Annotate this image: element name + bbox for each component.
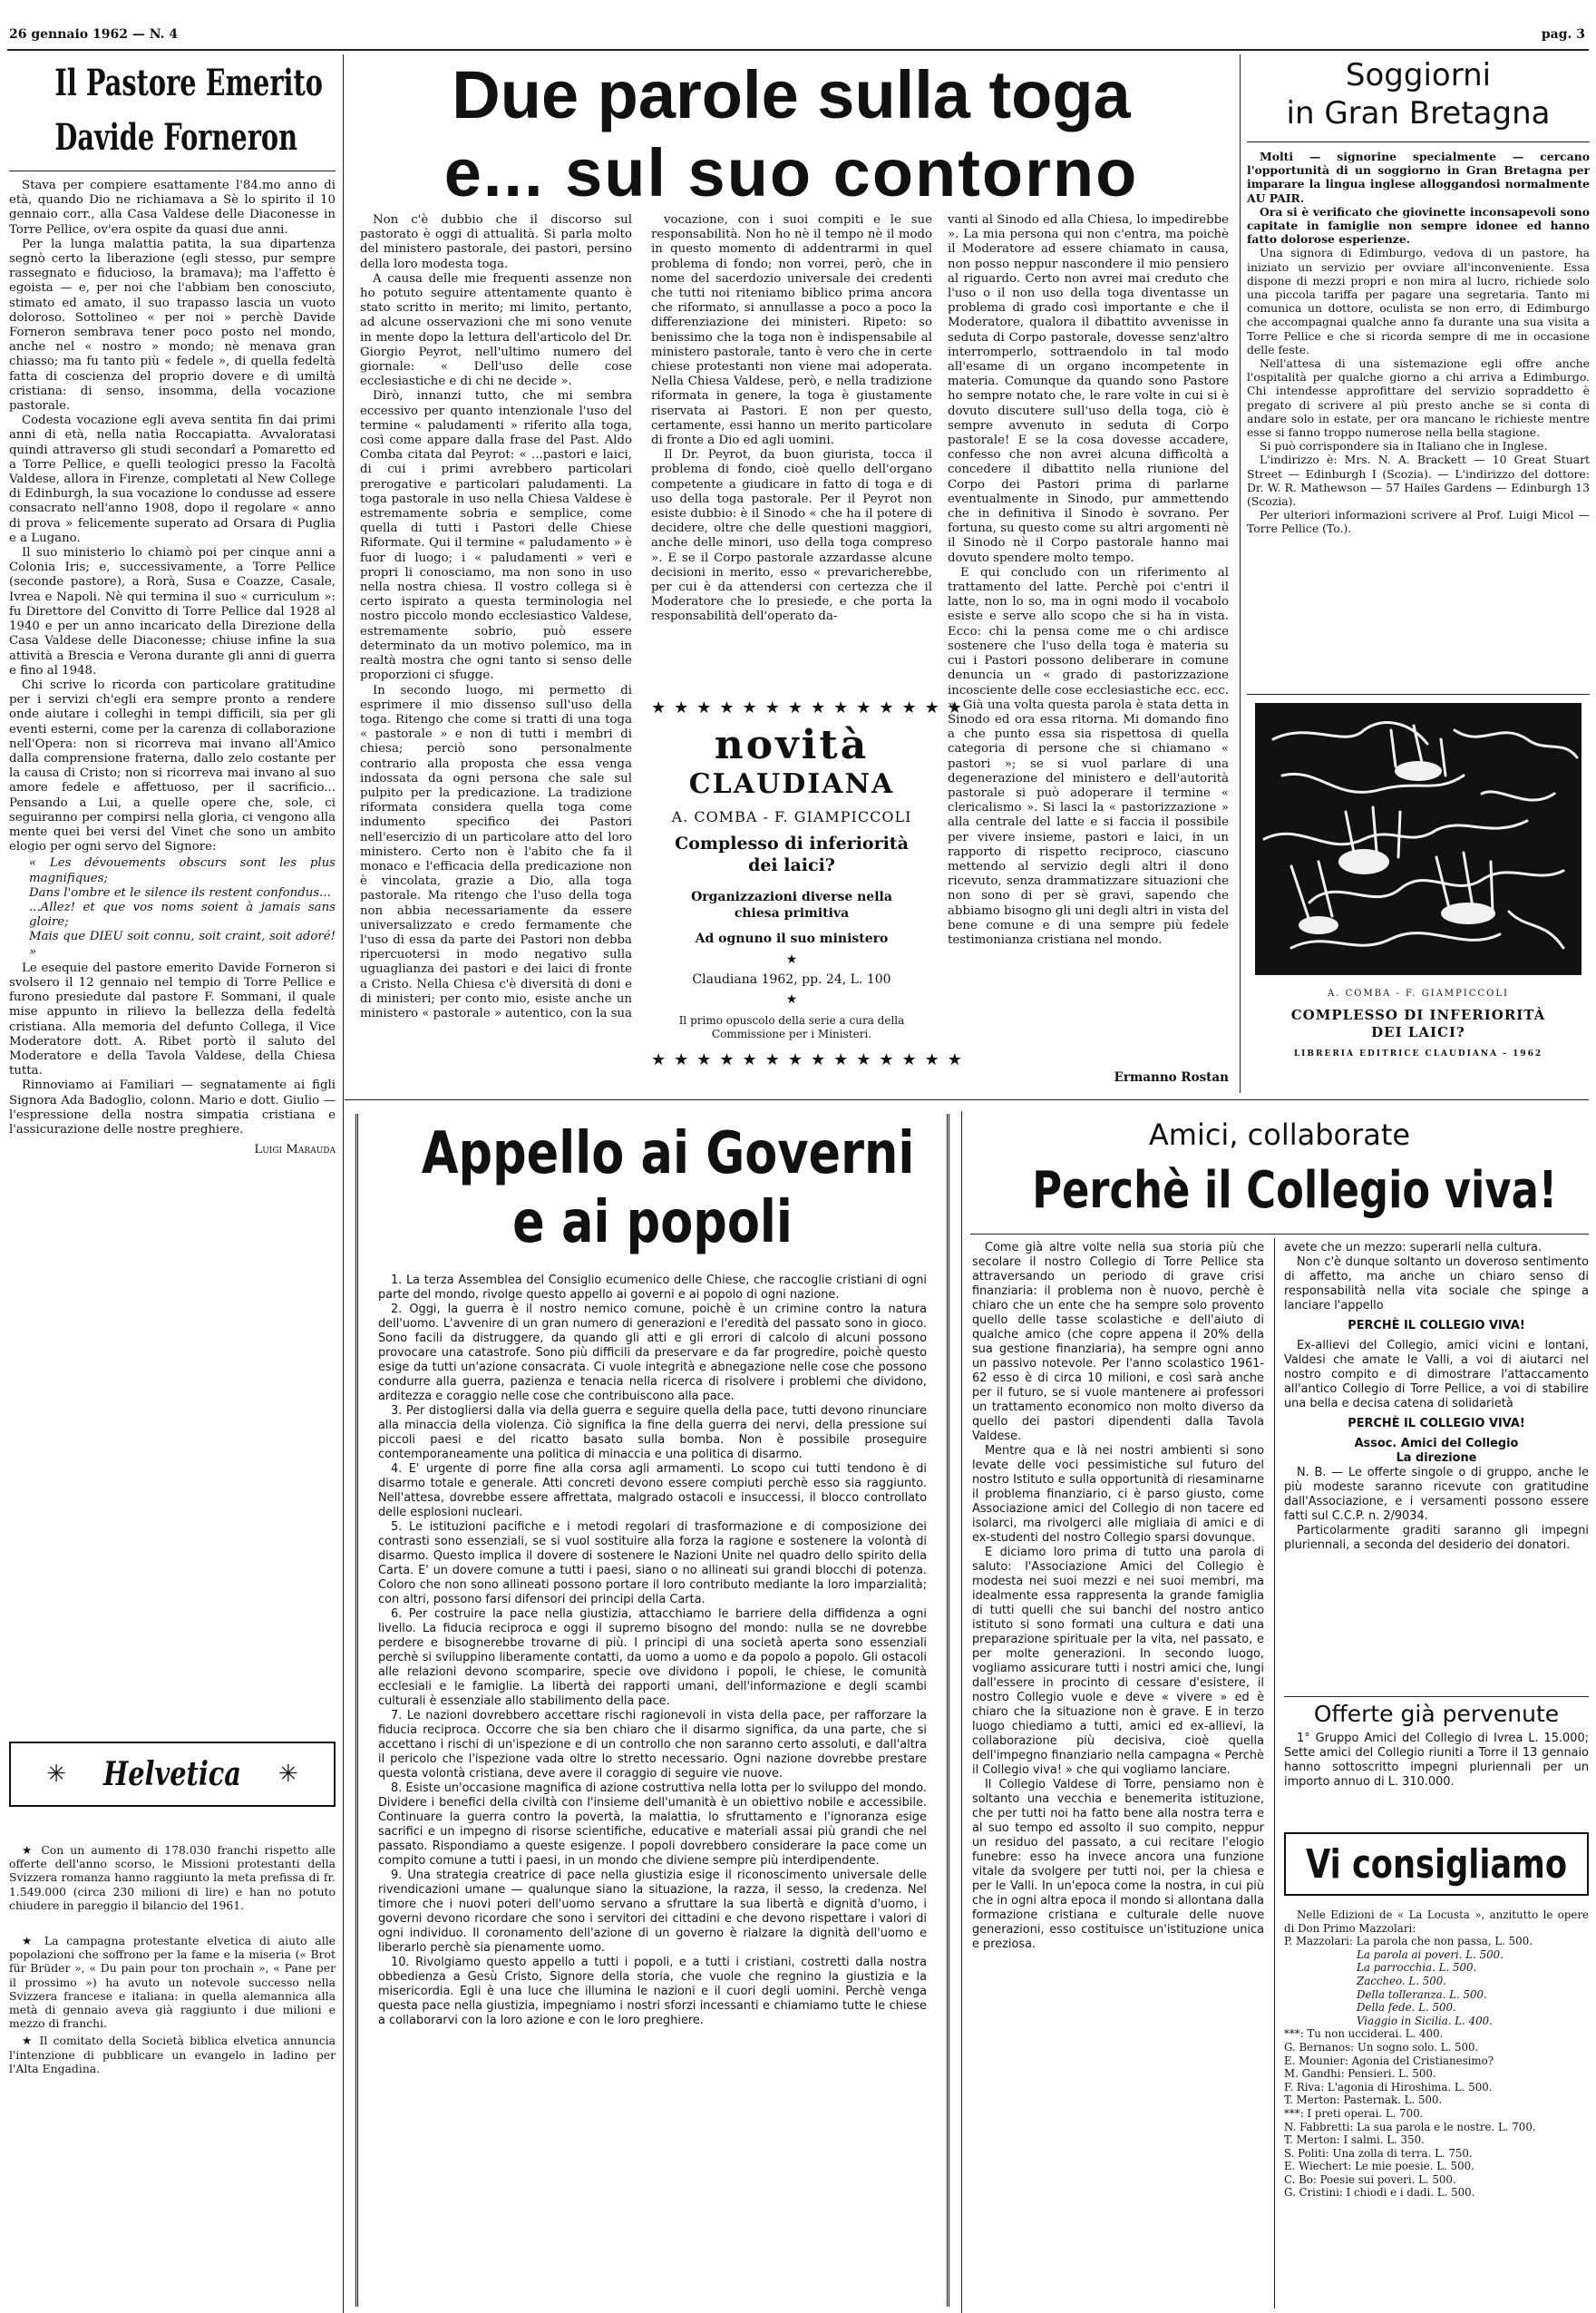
consigliamo-title: Vi consigliamo [1306,1840,1568,1888]
ad-title-1: COMPLESSO DI INFERIORITÀ [1290,1007,1546,1023]
paragraph: avete che un mezzo: superarli nella cultura. [1284,1241,1542,1254]
paragraph: Particolarmente graditi saranno gli impegni pluriennali, a seconda del desiderio dei donatori. [1284,1524,1589,1552]
paragraph: Il Collegio Valdese di Torre, pensiamo non è soltanto una vecchia e benemerita istituzione, che per tutti noi ha fatto bene alla nostra terra e al suo tempo ed assolto il suo compito, neppur un residuo del passato, a cui recitare l'elogio funebre: esso ha invece ancora una funzione vitale da svolgere per tutti noi, per la chiesa e per le Valli. In un'epoca come la nostra, in cui più che in ogni altra epoca il mondo si allontana dalla formazione cristiana e culturale delle nuove generazioni, esso costituisce un'istituzione unica e preziosa. [972,1778,1264,1951]
news-item [9,2034,336,2075]
soggiorni-article [1247,56,1590,676]
news-item [9,1843,336,1912]
paragraph: Non c'è dunque soltanto un doveroso sentimento di affetto, ma anche un chiaro senso di responsabilità nella vita sociale che spinge a lanciare l'appello [1284,1255,1589,1313]
paragraph: L'indirizzo è: Mrs. N. A. Brackett — 10 Great Stuart Street — Edinburgh I (Scozia). — L'indirizzo del dottore: Dr. W. R. Mathewson — 57 Hailes Gardens — Edinburgh 13 (Scozia). [1247,453,1590,509]
book-item: T. Merton: I salmi. L. 350. [1284,2133,1425,2147]
paragraph: Una signora di Edimburgo, vedova di un pastore, ha iniziato un servizio per ovviare all'inconveniente. Essa dispone di mezzi propri e non mira al lucro, richiede solo una piccola tariffa per pagare una segretaria. Tanto mi comunica un dottore, oculista se non erro, di Edimburgo che accompagnai qualche anno fa durante una sua visita a Torre Pellice e che si ricorda sempre di me in occasione delle feste. [1247,246,1590,356]
appeal-item: 5. Le istituzioni pacifiche e i metodi regolari di trasformazione e di composizione dei contrasti sono essenziali, se si vuol sostituire alla forza la ragione e sostenere la volontà di disarmo. Questo implica il dovere di sostenere le Nazioni Unite nel quadro dello spirito della Carta. E' un dovere comune a tutti i paesi, siano o no allineati sui grandi blocchi di potenza. Coloro che non sono allineati possono portare il loro contributo mediante la loro imparzialità; con altri, possono farsi difensori dei principi della Carta. [378,1520,927,1606]
collegio-slogan: PERCHÈ IL COLLEGIO VIVA! [1348,1417,1525,1430]
star-divider: ★★★★★★★★★★★★★★ [651,1050,970,1069]
hands-artwork [1255,703,1581,975]
paragraph: Rinnoviamo ai Familiari — segnatamente ai figli Signora Ada Badoglio, colonn. Mario e dott. Giulio — l'espressione della nostra simpatia cristiana e l'assicurazione delle nostre preghiere. [9,1078,336,1137]
appello-title-line2: e ai popoli [512,1189,793,1256]
paragraph: E diciamo loro prima di tutto una parola di saluto: l'Associazione Amici del Collegio è modesta nei suoi mezzi e nei suoi membri, ma idealmente essa rappresenta la grande famiglia di tutti quelli che sui banchi del nostro antico istituto si sono formati una cultura e dati una preparazione spirituale per la vita, nel passato, e per molte generazioni. In secondo luogo, vogliamo assicurare tutti i nostri amici che, lungi dall'essere in procinto di cessare d'esistere, il nostro Collegio vuole e deve « vivere » ed è chiaro che la situazione non è grave. E in terzo luogo chiediamo a tutti, amici ed ex-allievi, la collaborazione più decisiva, cioè quella dell'impegno finanziario nella campagna « Perchè il Collegio viva! » che qui vogliamo lanciare. [972,1546,1264,1777]
book-item: E. Wiechert: Le mie poesie. L. 500. [1284,2160,1474,2173]
collegio-signoff: Assoc. Amici del Collegio [1354,1437,1519,1450]
poem-line: « Les dévouements obscurs sont les plus magnifiques; [29,856,336,885]
paragraph: Per ulteriori informazioni scrivere al Prof. Luigi Micol — Torre Pellice (To.). [1247,508,1590,536]
poem-line: Mais que DIEU soit connu, soit craint, soit adoré! » [29,930,336,959]
novita-note: Il primo opuscolo della serie a cura della Commissione per i Ministeri. [678,1014,905,1040]
toga-title [349,56,1233,212]
appello-title-line1: Appello ai Governi [421,1120,915,1187]
appeal-item: 9. Una strategia creatrice di pace nella giustizia esige il riconoscimento universale delle rivendicazioni umane — qualunque siano la situazione, la razza, il sesso, la credenza. Nel timore che i nuovi poteri dell'uomo servano a sfruttare la sua libertà e dignità d'uomo, i governi devono ricordare che sono i servitori dei cittadini e che devono rispettare i valori di ogni individuo. Il coronamento dell'azione di un governo è rialzare la dignità dell'uomo e liberarlo perchè sia pienamente uomo. [378,1869,927,1955]
consigliamo-section [1284,1832,1589,2298]
star-icon: ★ [785,992,798,1007]
book-item: T. Merton: Pasternak. L. 500. [1284,2093,1443,2107]
consigliamo-title-box [1284,1832,1589,1896]
pastore-signature: Luigi Marauda [254,1143,336,1157]
appeal-item: 7. Le nazioni dovrebbero accettare rischi ragionevoli in vista della pace, per rafforzare la fiducia reciproca. Occorre che sia ben chiaro che il disarmo significa, da una parte, che si accettano i rischi di un'ispezione e di un controllo che non saranno certo assoluti, e dall'altra il pericolo che l'ispezione vada oltre lo stretto necessario. Ogni nazione dovrebbe prestare questa volontà cristiana, deve avere il coraggio di seguire vie nuove. [378,1709,927,1781]
column-rule [1240,54,1241,1093]
section-rule [345,1099,1589,1100]
paragraph: Ora si è verificato che giovinette inconsapevoli sono capitate in famiglie non sempre idonee ed hanno fatto dolorose esperienze. [1247,204,1590,247]
paragraph: Stava per compiere esattamente l'84.mo anno di età, quando Dio ne richiamava a Sè lo spirito il 10 gennaio corr., alla Casa Valdese delle Diaconesse in Torre Pellice, ov'era ospite da quasi due anni. [9,179,336,237]
consigliamo-body [1284,1908,1589,2298]
appello-body [371,1274,934,2289]
paragraph: Il suo ministerio lo chiamò poi per cinque anni a Colonia Iris; e, successivamente, a Torre Pellice (seconde pastore), a Rorà, Susa e Coazze, Casale, Ivrea e Napoli. Nè qui termina il suo « curriculum »: fu Direttore del Convitto di Torre Pellice dal 1928 al 1940 e per un anno incaricato della Direzione della Casa Valdese delle Diaconesse; chiuse infine la sua attività a Brescia e Verona durante gli anni di guerra e fino al 1948. [9,546,336,678]
soggiorni-title-line1: Soggiorni [1345,57,1492,93]
collegio-rule [970,1234,1589,1235]
novita-box [651,698,970,1093]
paragraph: A causa delle mie frequenti assenze non ho potuto seguire attentamente quanto è stato scritto in merito; mi limito, pertanto, ad alcune osservazioni che mi sono venute in mente dopo la lettura dell'articolo del Dr. Giorgio Peyrot, nell'ultimo numero del giornale: « Dell'uso delle cose ecclesiastiche e di chi ne decide ». [360,271,632,389]
toga-col-2 [651,213,932,694]
collegio-title: Perchè il Collegio viva! [1032,1161,1558,1220]
book-item: G. Bernanos: Un sogno solo. L. 500. [1284,2040,1479,2054]
helvetica-title: Helvetica [103,1755,241,1793]
book-item: C. Bo: Poesie sui poveri. L. 500. [1284,2172,1456,2186]
toga-title-line2: e... sul suo contorno [443,135,1139,210]
soggiorni-title-line2: in Gran Bretagna [1286,95,1551,132]
news-item-text: Con un aumento di 178.030 franchi rispetto alle offerte dell'anno scorso, le Missioni protestanti della Svizzera romanza hanno raggiunto la meta prefissa di fr. 1.549.000 (circa 230 milioni di lire) e han no potuto chiudere in pareggio il bilancio del 1961. [9,1843,336,1912]
offerte-section [1284,1696,1589,1822]
offerte-rule [1284,1696,1589,1697]
helvetica-body [9,1843,336,2313]
paragraph: Nell'attesa di una sistemazione egli offre anche l'ospitalità per qualche giorno a chi arriva a Edimburgo. Chi intendesse approfittare del servizio sopraddetto è pregato di scrivere al più presto anche se si conta di andare solo in estate, per ora mancano le richieste mentre esse si fanno troppo numerose nella bella stagione. [1247,356,1590,440]
novita-subtitle2: Ad ognuno il suo ministero [695,932,889,946]
asterisk-icon: ✳ [277,1761,298,1788]
column-rule [1274,1238,1275,2308]
pastore-title-line2: Davide Forneron [54,116,298,159]
book-item: ***: Tu non ucciderai. L. 400. [1284,2027,1444,2041]
toga-col-3 [948,213,1229,1070]
claudiana-title: CLAUDIANA [688,768,895,800]
issue-date: 26 gennaio 1962 — N. 4 [9,27,179,42]
book-item: P. Mazzolari: La parola che non passa, L. 500. [1284,1935,1533,1948]
paragraph: Nelle Edizioni de « La Locusta », anzitutto le opere di Don Primo Mazzolari: [1284,1908,1589,1935]
ad-authors: A. COMBA - F. GIAMPICCOLI [1328,989,1509,999]
toga-signature: Ermanno Rostan [1114,1070,1229,1085]
paragraph: 1° Gruppo Amici del Collegio di Ivrea L. 15.000; Sette amici del Collegio riuniti a Torre il 13 gennaio hanno sottoscritto impegni pluriennali per un importo annuo di L. 310.000. [1284,1732,1589,1789]
appeal-item: 1. La terza Assemblea del Consiglio ecumenico delle Chiese, che raccoglie cristiani di ogni parte del mondo, rivolge questo appello ai governi e ai popolo di ogni nazione. [378,1274,927,1302]
paragraph: Codesta vocazione egli aveva sentita fin dai primi anni di età, nella natìa Roccapiatta. Avvaloratasi quindi attraverso gli studi secondarî a Pomaretto ed a Torre Pellice, e quelli teologici presso la Facoltà Valdese, allora in Firenze, completati al New College di Edinburgh, la sua vocazione lo condusse ad essere consacrato nell'anno 1908, dopo il regolare « anno di prova » felicemente superato ad Orsara di Puglia e a Lugano. [9,414,336,545]
book-item: M. Gandhi: Pensieri. L. 500. [1284,2067,1436,2081]
star-icon: ★ [22,2034,40,2048]
collegio-signoff: La direzione [1396,1451,1477,1465]
appeal-item: 10. Rivolgiamo questo appello a tutti i popoli, e a tutti i cristiani, costretti dalla nostra obbedienza a Gesù Cristo, Signore della storia, che vuole che regnino la giustizia e la misericordia. Egli è una luce che illumina le nazioni e il cuori degli uomini. Perchè venga questa pace nella giustizia, impegniamo i nostri sforzi incessanti e chiamiamo tutte le chiese a collaborarvi con la loro azione e con le loro preghiere. [378,1956,927,2027]
book-item: ***: I preti operai. L. 700. [1284,2106,1424,2120]
appeal-item: 8. Esiste un'occasione magnifica di azione costruttiva nella lotta per lo sviluppo del mondo. Dividere i benefici della civiltà con l'insieme dell'umanità è un obiettivo nobile e accessibile. Continuare la guerra contro la povertà, la malattia, lo sfruttamento e l'ignoranza esige sacrifici e un impegno di risorse scientifiche, educative e materiali assai più grandi che nel passato. Rispondiamo a queste esigenze. I popoli dovrebbero considerare la pace come un compito comune a tutti i paesi, in un mondo che diviene sempre più interdipendente. [378,1781,927,1868]
paragraph: Le esequie del pastore emerito Davide Forneron si svolsero il 12 gennaio nel tempio di Torre Pellice e furono presiedute dal pastore F. Sommani, il quale mise appunto in rilievo la bellezza della fedeltà cristiana. Alla memoria del defunto Collega, il Vice Moderatore dott. A. Ribet portò il saluto del Moderatore e della Tavola Valdese, della Chiesa tutta. [9,961,336,1078]
book-item: Della tolleranza. L. 500. [1357,1987,1487,2001]
appeal-item: 2. Oggi, la guerra è il nostro nemico comune, poichè è un crimine contro la natura dell'uomo. L'avvenire di un gran numero di generazioni e l'eredità del passato sono in gioco. Sono facili da distruggere, da quando gli atti e gli errori di calcolo di alcuni possono provocare una catastrofe. Sono più difficili da preservare e da far progredire, poichè questo esige da tutti un'azione consacrata. Ci vuole integrità e abnegazione nelle cose che possono condurre alla guerra, pazienza e tenacia nella ricerca di risolvere i problemi che dividono, arditezza e coraggio nelle cose che contribuiscono alla pace. [378,1303,927,1403]
novita-title: novità [714,722,870,768]
paragraph: Mentre qua e là nei nostri ambienti si sono levate delle voci pessimistiche sul futuro del nostro Istituto e sulla opportunità di riesaminarne il problema finanziario, ci è parso giusto, come Associazione amici del Collegio di non tacere ed isolarci, ma rivolgerci alle migliaia di amici e di ex-studenti del nostro Collegio sparsi dovunque. [972,1444,1264,1545]
paragraph: Molti — signorine specialmente — cercano l'opportunità di un soggiorno in Gran Bretagna per imparare la lingua inglese alloggandosi normalmente AU PAIR. [1247,150,1590,205]
toga-title-line1: Due parole sulla toga [452,57,1131,132]
book-item: La parola ai poveri. L. 500. [1357,1947,1504,1961]
poem-line: ...Allez! et que vos noms soient à jamais sans gloire; [29,900,336,930]
toga-col-1 [360,213,632,1088]
book-item: S. Politi: Una zolla di terra. L. 750. [1284,2146,1473,2160]
news-item-text: Il comitato della Società biblica elvetica annuncia l'intenzione di pubblicare un evangelo in ladino per l'Alta Engadina. [9,2034,336,2075]
appello-article [355,1114,949,2307]
book-item: Della fede. L. 500. [1357,2001,1456,2015]
book-item: La parrocchia. L. 500. [1357,1961,1477,1975]
collegio-col-2 [1284,1241,1589,1694]
appeal-item: 3. Per distogliersi dalla via della guerra e seguire quella della pace, tutti devono rinunciare alla minaccia della violenza. Ciò significa la fine della guerra dei nervi, della pressione sui piccoli paesi e del ricatto basato sulla bomba. Non è possibile proseguire contemporaneamente una politica di minaccia e una politica di disarmo. [378,1404,927,1461]
page-number: pag. 3 [1541,27,1585,42]
paragraph: Dirò, innanzi tutto, che mi sembra eccessivo per quanto intenzionale l'uso del termine « paludamenti » riferito alla toga, così come appare dalla frase del Past. Aldo Comba citata dal Peyrot: « ...pastori e laici, di cui i primi avrebbero particolari prerogative e particolari paludamenti. La toga pastorale in uso nella Chiesa Valdese è estremamente sobria e semplice, come quella di tutti i Pastori delle Chiese Riformate. Qui il termine « paludamento » è fuor di luogo; i « paludamenti » veri e propri li conosciamo, ma non sono in uso nella nostra chiesa. Il vostro collega si è certo ispirato a questa terminologia nel nostro piccolo mondo ecclesiastico Valdese, estremamente sobrio, può essere determinato da un motivo polemico, ma in realtà mostra che ogni tanto si senso delle proporzioni ci sfugge. [360,389,632,683]
paragraph: Chi scrive lo ricorda con particolare gratitudine per i servizi ch'egli era sempre pronto a rendere onde aiutare i colleghi in tempi difficili, sia per gli eventi esterni, come per la carenza di collaborazione nell'Opera: non si ricorreva mai invano all'Amico dalla comprensione fraterna, dallo zelo costante per la causa di Cristo; non si ricorreva mai invano al suo amore fedele e affettuoso, per il sacrificio... Pensando a Lui, a quelle opere che, sole, ci seguiranno per compirsi nella gloria, ci vengono alla mente quei bei versi del Vinet che sono un ambito elogio per ogni servo del Signore: [9,678,336,854]
appello-title [371,1119,934,1257]
paragraph: vocazione, con i suoi compiti e le sue responsabilità. Non ho nè il tempo nè il modo in questo momento di addentrarmi in quel problema di fondo; non vorrei, però, che in nome del sacerdozio universale dei credenti che tutti noi riteniamo biblico prima ancora che riformato, si annullasse a poco a poco la differenziazione dei ministeri. Ripeto: so benissimo che la toga non è indispensabile al ministero pastorale, tanto è vero che in certe chiese protestanti non viene mai adoperata. Nella Chiesa Valdese, però, e nella tradizione riformata in genere, la toga è giustamente riservata ai Pastori. E non per questo, certamente, essi hanno un merito particolare di fronte a Dio ed agli uomini. [651,213,932,448]
star-icon: ★ [22,1934,44,1948]
ad-rule [1247,694,1590,695]
paragraph: In secondo luogo, mi permetto di esprimere il mio dissenso sull'uso della toga. Ritengo che come si tratti di una toga « pastorale » e non di tutti i membri di chiesa; perciò sono personalmente contrario alla proposta che essa venga indossata da ogni persona che sale sul pulpito per la predicazione. La tradizione riformata considera quella toga come indumento specifico dei Pastori nell'esercizio di un particolare atto del loro ministero. Certo non è l'abito che fa il monaco e l'efficacia della predicazione non è vincolata, grazie a Dio, alla toga pastorale. Ma ritengo che l'uso della toga non abbia necessariamente da essere universalizzato e credo fermamente che l'uso di essa da parte dei Pastori non debba ripercuotersi in modo negativo sulla uguaglianza dei pastori e dei laici di fronte a Cristo. Nella Chiesa c'è diversità di doni e di ministeri; per conto mio, esiste anche un ministero « pastorale » autentico, con la sua [360,683,632,1020]
book-item: Viaggio in Sicilia. L. 400. [1357,2014,1493,2027]
book-item: E. Mounier: Agonia del Cristianesimo? [1284,2054,1494,2067]
poem-line: Dans l'ombre et le silence ils restent confondus... [29,885,331,900]
book-item: N. Fabbretti: La sua parola e le nostre. L. 700. [1284,2120,1536,2133]
paragraph: Si può corrispondere sia in Italiano che in Inglese. [1260,439,1548,454]
helvetica-section [9,1742,336,2313]
header-rule [7,49,1589,51]
pastore-title-line1: Il Pastore Emerito [54,62,324,104]
star-icon: ★ [22,1843,42,1857]
column-rule [343,54,344,2313]
book-item: F. Riva: L'agonia di Hiroshima. L. 500. [1284,2080,1493,2093]
paragraph: E qui concludo con un riferimento al trattamento del latte. Perchè poi c'entri il latte, non lo so, ma in ogni modo il vocabolo esiste e serve allo scopo che si ha in vista. Ecco: chi la pensa come me o chi ardisce sostenere che l'uso della toga è materia su cui i Pastori possono deliberare in comune denuncia un « grado di pastorizzazione incosciente delle cose ecclesiastiche ecc. ecc. ». Già una volta questa parola è stata detta in Sinodo ed ora essa ritorna. Mi domando fino a che punto essa sia rispettosa di quella categoria di persone che si chiamano « pastori »; se si vuol parlare di una degenerazione del ministero e dell'autorità pastorale si può adoperare il termine « clericalismo ». Si lasci la « pastorizzazione » alla centrale del latte e si faccia il possibile per vivere insieme, pastori e laici, in un rapporto di rispetto reciproco, ciascuno mettendo al servizio degli altri il dono ricevuto, senza drammatizzare situazioni che non sono di per sè gravi, sapendo che abbiamo bisogno gli uni degli altri in vista del bene comune e di una sempre più fedele testimonianza cristiana nel mondo. [948,565,1229,947]
paragraph: Ex-allievi del Collegio, amici vicini e lontani, Valdesi che amate le Valli, a voi di aiutarci nel nostro compito e di dimostrare l'attaccamento all'antico Collegio di Torre Pellice, a voi di stabilire una bella e decisa catena di solidarietà [1284,1339,1589,1410]
asterisk-icon: ✳ [46,1761,67,1788]
novita-pub: Claudiana 1962, pp. 24, L. 100 [692,972,891,987]
paragraph: Per la lunga malattia patita, la sua dipartenza segnò certo la liberazione (egli stesso, pur sempre rassegnato e fiducioso, la bramava); ma l'affetto è egoista — e, per noi che l'abbiam ben conosciuto, stimato ed amato, il suo trapasso lascia un vuoto doloroso. Sottolineo « per noi » perchè Davide Forneron sembrava tener poco posto nel mondo, anche nel « nostro » mondo; nè menava gran chiasso; ma fu tanto più « fedele », di quella fedeltà fatta di coscienza del proprio dovere e di umiltà cristiana: di senso, insomma, della vocazione pastorale. [9,237,336,414]
ad-title-2: DEI LAICI? [1371,1024,1465,1040]
poem [9,856,336,959]
pastore-article [9,56,336,1657]
novita-authors: A. COMBA - F. GIAMPICCOLI [671,808,912,825]
ad-publisher: LIBRERIA EDITRICE CLAUDIANA - 1962 [1293,1049,1543,1059]
paragraph: N. B. — Le offerte singole o di gruppo, anche le più modeste saranno ricevute con gratitudine dall'Associazione, e i versamenti possono essere fatti sul C.C.P. n. 2/9034. [1284,1466,1589,1523]
book-item: G. Cristini: I chiodi e i dadi. L. 500. [1284,2186,1475,2200]
pastore-body [9,179,336,1657]
appeal-item: 4. E' urgente di porre fine alla corsa agli armamenti. Lo scopo cui tutti tendono è di disarmo totale e generale. Atti concreti devono essere compiuti perchè esso sia raggiunto. Nell'attesa, dovrebbe essere affrettata, malgrado ostacoli e insuccessi, il blocco controllato delle esplosioni nucleari. [378,1462,927,1519]
news-item [9,1934,336,2030]
star-divider: ★★★★★★★★★★★★★★ [651,698,970,717]
novita-book-title: Complesso di inferiorità dei laici? [675,834,909,875]
star-icon: ★ [785,952,798,967]
column-rule [961,1111,962,2313]
paragraph: Il Dr. Peyrot, da buon giurista, tocca il problema di fondo, cioè quello dell'organo competente a giudicare in fatto di toga e di uso della toga pastorale. Per il Peyrot non esiste dubbio: è il Sinodo « che ha il potere di decidere, oltre che delle questioni maggiori, anche delle minori, uso della toga compreso ». E se il Corpo pastorale azzardasse alcune decisioni in merito, esso « prevaricherebbe, per cui è da attendersi con certezza che il Moderatore che lo presiede, e che porta la responsabilità dell'operato da- [651,448,932,624]
collegio-kicker: Amici, collaborate [1148,1117,1411,1152]
pastore-title [9,56,336,165]
offerte-body [1284,1732,1589,1822]
novita-subtitle: Organizzazioni diverse nella chiesa primitiva [691,890,892,921]
appeal-item: 6. Per costruire la pace nella giustizia, attacchiamo le barriere della diffidenza a ogni livello. La fiducia reciproca e oggi il supremo bisogno del mondo: nulla se ne dovrebbe perdere e bisognerebbe trovarne di più. I principi di una società aperta sono essenziali perchè si sviluppino liberamente contatti, da uomo a uomo e da popolo a popolo. Gli ostacoli alle relazioni devono scomparire, specie ove dividono i popoli, le chiese, le comunità ecclesiali e le famiglie. La libertà dei rapporti umani, dell'informazione e degli scambi culturali è essenziale allo stabilimento della pace. [378,1607,927,1708]
paragraph: vanti al Sinodo ed alla Chiesa, lo impedirebbe ». La mia persona qui non c'entra, ma poichè il Moderatore ad essere chiamato in causa, non posso neppur nascondere il mio pensiero al riguardo. Certo non avrei mai creduto che l'uso o il non uso della toga diventasse un problema di grado così importante e che il Moderatore, qualora il dibattito avvenisse in seduta di Corpo pastorale, dovesse senz'altro interromperlo, sottraendolo in tal modo all'esame di un organo incompetente in materia. Comunque da quando sono Pastore ho sempre notato che, le rare volte in cui si è dovuto discutere sull'uso della toga, ciò è sempre avvenuto in seduta di Corpo pastorale! E se la cosa dovesse accadere, confesso che non avrei alcuna difficoltà a concedere il dibattito nella riunione del Corpo dei Pastori prima di parlarne eventualmente in Sinodo, pur ammettendo che in definitiva il Sinodo è sovrano. Per fortuna, su questo come su altri argomenti nè il Sinodo nè il Corpo pastorale hanno mai dovuto spendere molto tempo. [948,213,1229,565]
news-item-text: La campagna protestante elvetica di aiuto alle popolazioni che soffrono per la fame e la miseria (« Brot für Brüder », « Du pain pour ton prochain », « Pane per il prossimo ») ha avuto un notevole successo nella Svizzera francese e italiana: in quella alemannica alla metà di gennaio aveva già raggiunto i due milioni e mezzo di franchi. [9,1934,336,2031]
claudiana-ad [1247,694,1590,1093]
paragraph: Come già altre volte nella sua storia più che secolare il nostro Collegio di Torre Pellice sta attraversando un periodo di grave crisi finanziaria: il problema non è nuovo, perchè è chiaro che un ente che ha sempre solo provento quello delle tasse scolastiche e dell'aiuto di qualche amico (che copre appena il 20% della sua gestione finanziaria), ha sempre ogni anno un passivo notevole. Per l'anno scolastico 1961-62 esso è di circa 10 milioni, e così sarà anche per il futuro, se si vuole mantenere ai professori un trattamento economico non molto diverso da quello dei pastori dipendenti dalla Tavola Valdese. [972,1241,1264,1443]
offerte-title: Offerte già pervenute [1313,1701,1560,1727]
soggiorni-body [1247,150,1590,676]
helvetica-title-box [9,1742,336,1807]
paragraph: Non c'è dubbio che il discorso sul pastorato è oggi di attualità. Si parla molto del ministero pastorale, dei pastori, persino della loro modesta toga. [360,213,632,271]
collegio-slogan: PERCHÈ IL COLLEGIO VIVA! [1348,1319,1525,1332]
book-item: Zaccheo. L. 500. [1357,1974,1447,1987]
collegio-col-1 [972,1241,1264,2307]
